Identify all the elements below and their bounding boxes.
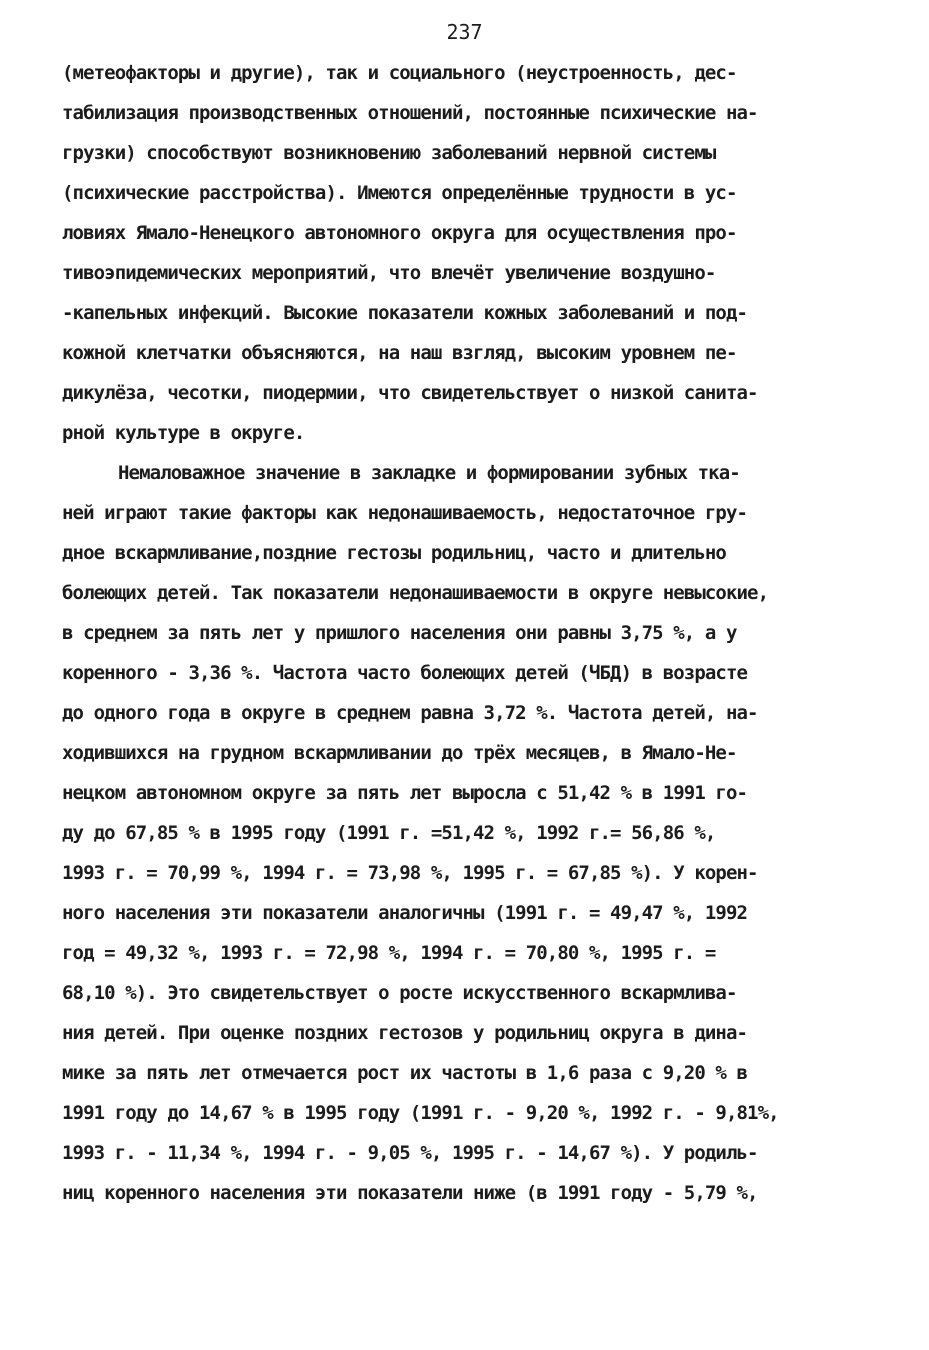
text-line: тивоэпидемических мероприятий, что влечёт увеличение воздушно-	[62, 262, 716, 284]
text-line: ловиях Ямало-Ненецкого автономного округа для осуществления про-	[62, 222, 737, 244]
text-line: ния детей. При оценке поздних гестозов у родильниц округа в дина-	[62, 1022, 748, 1044]
text-line: грузки) способствуют возникновению заболеваний нервной системы	[62, 142, 716, 164]
text-line: -капельных инфекций. Высокие показатели кожных заболеваний и под-	[62, 302, 748, 324]
paragraph-2	[62, 453, 852, 1213]
text-line: ду до 67,85 % в 1995 году (1991 г. =51,42 %, 1992 г.= 56,86 %,	[62, 822, 716, 844]
text-line: Немаловажное значение в закладке и формировании зубных тка-	[118, 462, 740, 484]
text-line: ного населения эти показатели аналогичны (1991 г. = 49,47 %, 1992	[62, 902, 748, 924]
text-line: 1993 г. = 70,99 %, 1994 г. = 73,98 %, 1995 г. = 67,85 %). У корен-	[62, 862, 758, 884]
text-line: в среднем за пять лет у пришлого населения они равны 3,75 %, а у	[62, 622, 737, 644]
text-line: кожной клетчатки объясняются, на наш взгляд, высоким уровнем пе-	[62, 342, 737, 364]
text-line: до одного года в округе в среднем равна 3,72 %. Частота детей, на-	[62, 702, 758, 724]
text-line: 1991 году до 14,67 % в 1995 году (1991 г. - 9,20 %, 1992 г. - 9,81%,	[62, 1102, 779, 1124]
text-line: дикулёза, чесотки, пиодермии, что свидетельствует о низкой санита-	[62, 382, 758, 404]
text-line: (психические расстройства). Имеются определённые трудности в ус-	[62, 182, 737, 204]
text-line: мике за пять лет отмечается рост их частоты в 1,6 раза с 9,20 % в	[62, 1062, 748, 1084]
text-line: 1993 г. - 11,34 %, 1994 г. - 9,05 %, 1995 г. - 14,67 %). У родиль-	[62, 1142, 758, 1164]
text-line: (метеофакторы и другие), так и социального (неустроенность, дес-	[62, 62, 737, 84]
text-line: дное вскармливание,поздние гестозы родильниц, часто и длительно	[62, 542, 726, 564]
text-line: табилизация производственных отношений, постоянные психические на-	[62, 102, 758, 124]
text-line: ходившихся на грудном вскармливании до трёх месяцев, в Ямало-Не-	[62, 742, 737, 764]
body-text	[62, 53, 852, 1213]
text-line: год = 49,32 %, 1993 г. = 72,98 %, 1994 г. = 70,80 %, 1995 г. =	[62, 942, 716, 964]
page-number: 237	[446, 20, 483, 44]
text-line: ниц коренного населения эти показатели ниже (в 1991 году - 5,79 %,	[62, 1182, 758, 1204]
text-line: коренного - 3,36 %. Частота часто болеющих детей (ЧБД) в возрасте	[62, 662, 748, 684]
text-line: болеющих детей. Так показатели недонашиваемости в округе невысокие,	[62, 582, 769, 604]
text-line: ней играют такие факторы как недонашиваемость, недостаточное гру-	[62, 502, 748, 524]
text-line: 68,10 %). Это свидетельствует о росте искусственного вскармлива-	[62, 982, 737, 1004]
text-line: рной культуре в округе.	[62, 422, 305, 444]
text-line: нецком автономном округе за пять лет выросла с 51,42 % в 1991 го-	[62, 782, 748, 804]
paragraph-1	[62, 53, 852, 453]
